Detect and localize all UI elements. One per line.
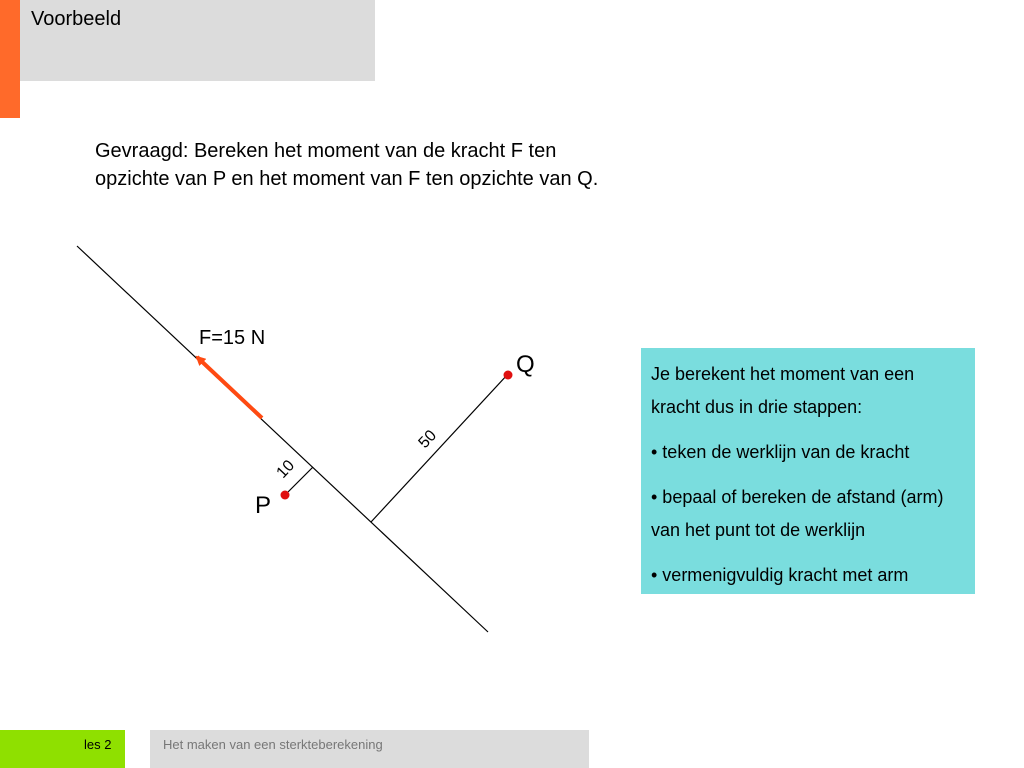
footer-lesson-label: les 2 — [84, 737, 112, 752]
point-q-label: Q — [516, 351, 535, 378]
info-step-2: • bepaal of bereken de afstand (arm) van het punt tot de werklijn — [651, 487, 944, 540]
force-arrow — [197, 357, 262, 418]
question-line-1: Gevraagd: Bereken het moment van de kracht F ten — [95, 140, 557, 162]
point-q-marker — [504, 371, 513, 380]
point-p-label: P — [255, 492, 272, 519]
slide-title: Voorbeeld — [31, 8, 122, 30]
force-label: F=15 N — [199, 327, 266, 349]
arm-q-line — [371, 374, 508, 522]
info-intro: Je berekent het moment van een kracht dus in drie stappen: — [651, 364, 915, 417]
question-line-2: opzichte van P en het moment van F ten opzichte van Q. — [95, 168, 599, 190]
info-step-3: • vermenigvuldig kracht met arm — [651, 565, 909, 585]
info-box — [641, 348, 975, 594]
point-p-marker — [281, 491, 290, 500]
footer-course-label: Het maken van een sterkteberekening — [163, 737, 383, 752]
distance-p-label: 10 — [273, 457, 299, 482]
distance-q-label: 50 — [415, 427, 441, 452]
info-step-1: • teken de werklijn van de kracht — [651, 442, 910, 462]
